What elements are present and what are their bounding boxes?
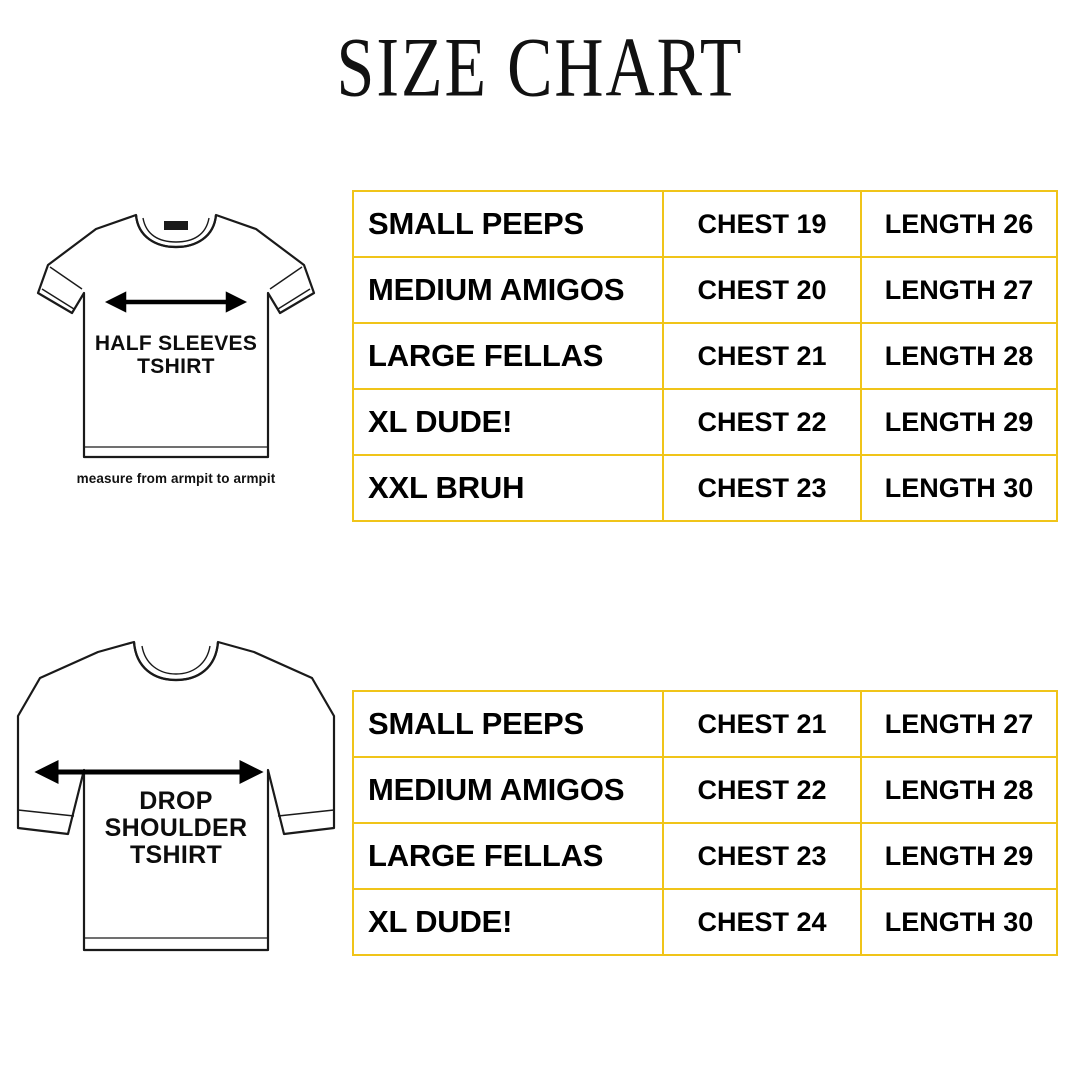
cell-length: LENGTH 27 <box>861 691 1057 757</box>
cell-length: LENGTH 30 <box>861 455 1057 521</box>
page-title: SIZE CHART <box>336 19 744 115</box>
table-row <box>353 389 1057 455</box>
cell-chest: CHEST 23 <box>663 455 861 521</box>
caption-line-2: TSHIRT <box>137 354 215 378</box>
cell-chest: CHEST 22 <box>663 389 861 455</box>
cell-size: LARGE FELLAS <box>353 323 663 389</box>
table-row <box>353 691 1057 757</box>
table-row <box>353 191 1057 257</box>
size-table-drop-shoulder <box>352 690 1058 956</box>
size-table-half-sleeves <box>352 190 1058 522</box>
cell-chest: CHEST 23 <box>663 823 861 889</box>
cell-size: SMALL PEEPS <box>353 691 663 757</box>
measure-note: measure from armpit to armpit <box>76 471 276 486</box>
cell-size: LARGE FELLAS <box>353 823 663 889</box>
cell-size: MEDIUM AMIGOS <box>353 257 663 323</box>
table-row <box>353 455 1057 521</box>
table-row <box>353 889 1057 955</box>
cell-length: LENGTH 28 <box>861 757 1057 823</box>
caption-line-1: DROP <box>139 787 213 815</box>
caption-line-1: HALF SLEEVES <box>94 332 258 355</box>
table-row <box>353 823 1057 889</box>
cell-length: LENGTH 30 <box>861 889 1057 955</box>
cell-size: XL DUDE! <box>353 889 663 955</box>
cell-chest: CHEST 21 <box>663 691 861 757</box>
cell-length: LENGTH 27 <box>861 257 1057 323</box>
cell-size: XXL BRUH <box>353 455 663 521</box>
table-row <box>353 323 1057 389</box>
cell-size: MEDIUM AMIGOS <box>353 757 663 823</box>
cell-size: SMALL PEEPS <box>353 191 663 257</box>
table-row <box>353 757 1057 823</box>
table-row <box>353 257 1057 323</box>
size-section-half-sleeves <box>0 175 1080 520</box>
caption-line-3: TSHIRT <box>129 841 223 869</box>
cell-chest: CHEST 20 <box>663 257 861 323</box>
half-sleeves-caption <box>0 333 352 378</box>
cell-length: LENGTH 28 <box>861 323 1057 389</box>
cell-chest: CHEST 19 <box>663 191 861 257</box>
drop-shoulder-caption <box>0 788 352 869</box>
size-section-drop-shoulder <box>0 610 1080 1010</box>
cell-length: LENGTH 29 <box>861 389 1057 455</box>
cell-chest: CHEST 22 <box>663 757 861 823</box>
cell-length: LENGTH 29 <box>861 823 1057 889</box>
cell-chest: CHEST 21 <box>663 323 861 389</box>
caption-line-2: SHOULDER <box>104 814 248 842</box>
cell-length: LENGTH 26 <box>861 191 1057 257</box>
cell-chest: CHEST 24 <box>663 889 861 955</box>
cell-size: XL DUDE! <box>353 389 663 455</box>
